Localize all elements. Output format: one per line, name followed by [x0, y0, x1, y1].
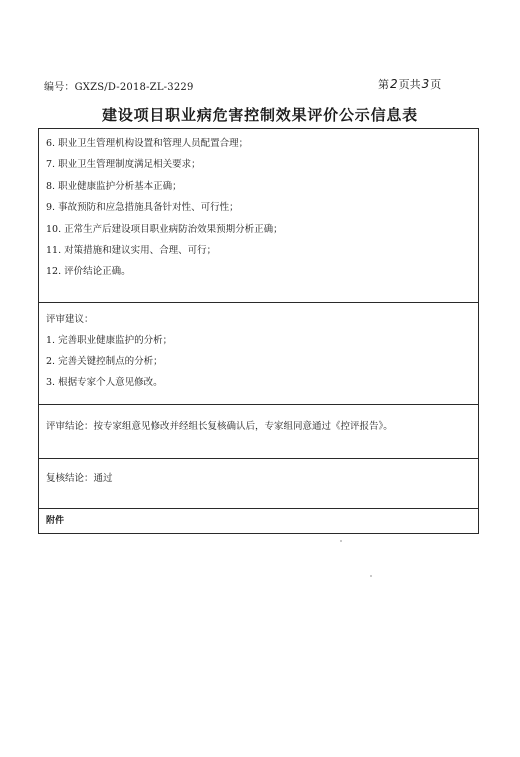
- document-number: 编号：GXZS/D-2018-ZL-3229: [44, 82, 194, 93]
- page-title: 建设项目职业病危害控制效果评价公示信息表: [101, 106, 418, 124]
- page-indicator: [378, 76, 441, 92]
- page-total: 3: [421, 77, 430, 91]
- criteria-item: 9. 事故预防和应急措施具备针对性、可行性；: [46, 202, 239, 214]
- attachment-label: 附件: [46, 516, 65, 526]
- suggestion-item: 2. 完善关键控制点的分析；: [46, 356, 163, 367]
- criteria-item: 12. 评价结论正确。: [46, 266, 131, 278]
- attachment-section: [39, 509, 478, 533]
- conclusion-text: 评审结论：按专家组意见修改并经组长复核确认后，专家组同意通过《控评报告》。: [46, 421, 393, 432]
- conclusion-section: [39, 405, 478, 459]
- criteria-item: 10. 正常生产后建设项目职业病防治效果预期分析正确；: [46, 223, 283, 235]
- page-current: 2: [390, 77, 398, 91]
- paper-speck: [340, 540, 342, 542]
- criteria-item: 11. 对策措施和建议实用、合理、可行；: [46, 245, 217, 257]
- info-table: [38, 128, 479, 534]
- review-section: [39, 459, 478, 509]
- review-text: 复核结论：通过: [46, 473, 113, 484]
- suggestion-item: 1. 完善职业健康监护的分析；: [46, 335, 173, 346]
- page-middle: 页共: [398, 78, 421, 91]
- suggestions-label: 评审建议：: [46, 314, 94, 325]
- criteria-item: 8. 职业健康监护分析基本正确；: [46, 180, 182, 192]
- suggestions-section: [39, 303, 478, 405]
- criteria-item: 6. 职业卫生管理机构设置和管理人员配置合理；: [46, 138, 249, 149]
- criteria-section: [39, 129, 478, 303]
- suggestion-item: 3. 根据专家个人意见修改。: [46, 377, 163, 388]
- paper-speck: [370, 575, 372, 577]
- criteria-item: 7. 职业卫生管理制度满足相关要求；: [46, 159, 201, 171]
- page-prefix: 第: [378, 78, 389, 91]
- page-suffix: 页: [430, 78, 442, 91]
